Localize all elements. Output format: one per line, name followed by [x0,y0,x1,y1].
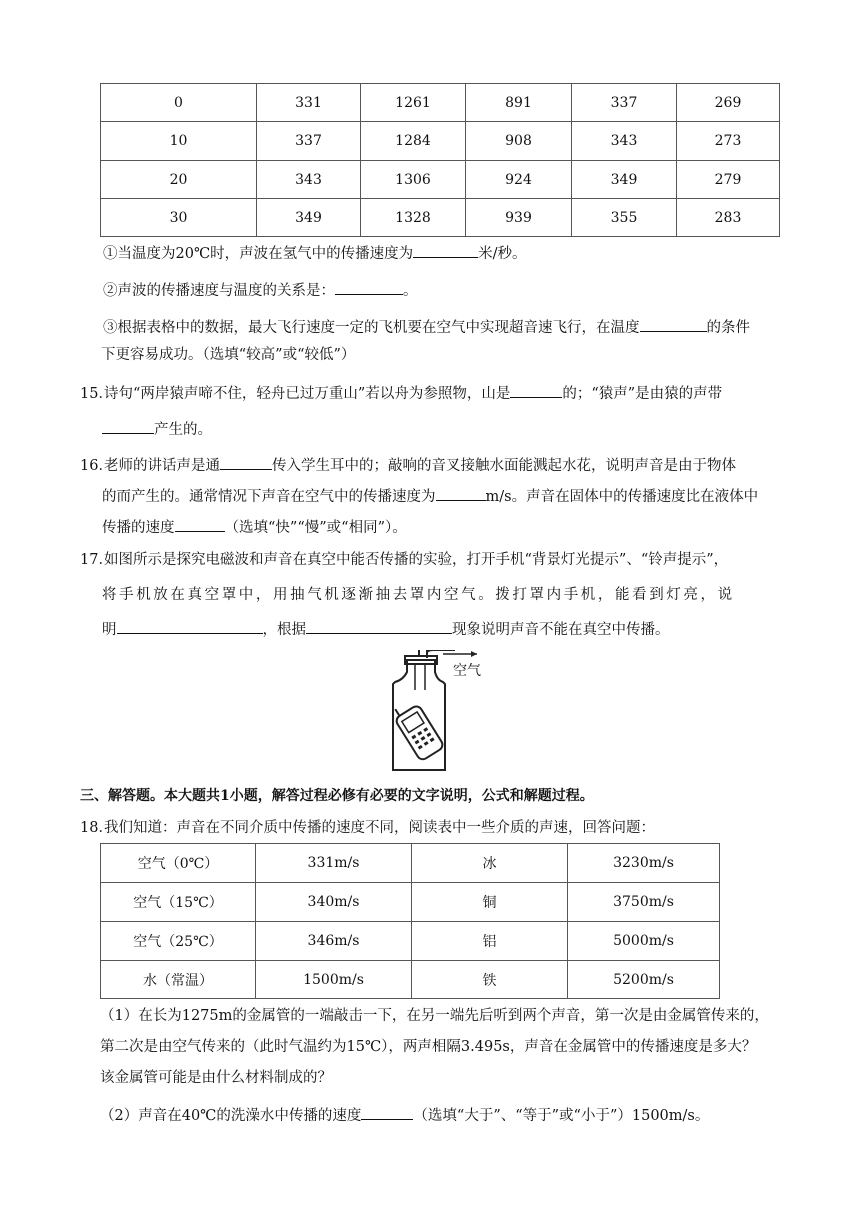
table-cell: 279 [677,161,780,199]
table-row [101,84,780,122]
q17-line-2: 将手机放在真空罩中，用抽气机逐渐抽去罩内空气。拨打罩内手机，能看到灯亮，说 [102,587,735,603]
q16-text-c: 的而产生的。通常情况下声音在空气中的传播速度为 [102,489,436,505]
question-number: 17． [80,552,113,568]
q14-item-2 [103,279,418,301]
q16-text-d: m/s。声音在固体中的传播速度比在液体中 [485,489,759,505]
answer-blank[interactable] [361,1104,413,1120]
answer-blank[interactable] [117,618,263,634]
q18-part-2 [100,1104,709,1126]
q18-part-2-text: （2）声音在40℃的洗澡水中传播的速度 [100,1108,362,1124]
question-number: 16． [80,458,113,474]
table-cell: 铜 [412,883,568,922]
table-cell: 20 [101,161,257,199]
answer-blank[interactable] [510,382,562,398]
table-cell: 水（常温） [101,961,256,999]
question-number: 15． [80,386,113,402]
table-cell: 空气（25℃） [101,922,256,961]
table-cell: 5200m/s [568,961,720,999]
q16-line-3 [102,516,407,538]
q14-item-3-cont: 下更容易成功。（选填“较高”或“较低”） [101,347,356,363]
table-cell: 30 [101,199,257,237]
q14-item-2-end: 。 [403,283,418,299]
table-cell: 1328 [361,199,466,237]
table-cell: 0 [101,84,257,122]
table-row [101,961,720,999]
table-cell: 1306 [361,161,466,199]
q17-text-b: 明 [102,622,117,638]
q15-line-1 [80,382,722,404]
table-cell: 空气（0℃） [101,844,256,883]
speed-temperature-table [100,83,780,237]
q16-text: 老师的讲话声是通 [104,458,220,474]
answer-blank[interactable] [413,242,478,258]
q15-text: 诗句“两岸猿声啼不住，轻舟已过万重山”若以舟为参照物，山是 [104,386,511,402]
q17-text-d: 现象说明声音不能在真空中传播。 [452,622,670,638]
q14-item-1 [103,242,527,264]
table-cell: 349 [572,161,677,199]
q18-part-1-line-2: 第二次是由空气传来的（此时气温约为15℃），两声相隔3.495s，声音在金属管中的传播速度是多大？ [100,1039,757,1055]
table-cell: 939 [466,199,572,237]
q18-intro [80,818,655,838]
figure-label-air: 空气 [453,663,481,679]
answer-blank[interactable] [640,316,707,332]
q15-text-c: 产生的。 [154,422,212,438]
q15-line-2 [102,418,212,440]
table-cell: 924 [466,161,572,199]
table-row [101,161,780,199]
table-cell: 331 [257,84,361,122]
q16-text-e: 传播的速度 [102,520,175,536]
table-row [101,883,720,922]
q14-item-1-unit: 米/秒。 [478,246,527,262]
table-cell: 891 [466,84,572,122]
q17-text-c: ，根据 [262,622,306,638]
table-cell: 10 [101,122,257,161]
answer-blank[interactable] [175,516,225,532]
q14-item-3-text: ③根据表格中的数据，最大飞行速度一定的飞机要在空气中实现超音速飞行，在温度 [103,320,640,336]
table-cell: 3230m/s [568,844,720,883]
table-row [101,122,780,161]
q18-part-1-line-3: 该金属管可能是由什么材料制成的？ [100,1070,332,1086]
table-cell: 346m/s [256,922,412,961]
answer-blank[interactable] [335,279,403,295]
table-row [101,844,720,883]
table-cell: 冰 [412,844,568,883]
q14-item-3-text-b: 的条件 [706,320,750,336]
table-cell: 355 [572,199,677,237]
answer-blank[interactable] [436,485,486,501]
q18-intro-text: 我们知道：声音在不同介质中传播的速度不同，阅读表中一些介质的声速，回答问题： [104,820,655,836]
table-cell: 5000m/s [568,922,720,961]
table-cell: 343 [257,161,361,199]
table-cell: 1261 [361,84,466,122]
table-cell: 331m/s [256,844,412,883]
q14-item-3 [103,316,750,338]
vacuum-jar-figure [385,650,495,775]
table-cell: 337 [572,84,677,122]
table-cell: 337 [257,122,361,161]
answer-blank[interactable] [220,454,272,470]
table-cell: 283 [677,199,780,237]
table-cell: 349 [257,199,361,237]
answer-blank[interactable] [306,618,452,634]
q17-line-3 [102,618,670,640]
section-3-heading: 三、解答题。本大题共1小题，解答过程必修有必要的文字说明，公式和解题过程。 [80,788,594,804]
q16-line-1 [80,454,736,476]
q15-text-b: 的；“猿声”是由猿的声带 [562,386,723,402]
table-row [101,199,780,237]
q18-part-2-text-b: （选填“大于”、“等于”或“小于”）1500m/s。 [413,1108,710,1124]
medium-speed-table [100,843,720,999]
table-cell: 空气（15℃） [101,883,256,922]
q16-text-f: （选填“快”“慢”或“相同”）。 [224,520,407,536]
table-cell: 铝 [412,922,568,961]
table-cell: 340m/s [256,883,412,922]
q18-part-1-line-1: （1）在长为1275m的金属管的一端敲击一下，在另一端先后听到两个声音，第一次是由金属管传来的， [100,1008,769,1024]
table-cell: 273 [677,122,780,161]
question-number: 18． [80,820,113,836]
table-cell: 3750m/s [568,883,720,922]
table-cell: 908 [466,122,572,161]
table-cell: 343 [572,122,677,161]
q16-line-2 [102,485,758,507]
q17-text: 如图所示是探究电磁波和声音在真空中能否传播的实验，打开手机“背景灯光提示”、“铃声提示”， [104,552,729,568]
q17-line-1 [80,550,728,570]
table-row [101,922,720,961]
q14-item-2-text: ②声波的传播速度与温度的关系是： [103,283,335,299]
table-cell: 269 [677,84,780,122]
answer-blank[interactable] [102,418,154,434]
q16-text-b: 传入学生耳中的；敲响的音叉接触水面能溅起水花，说明声音是由于物体 [272,458,736,474]
table-cell: 1284 [361,122,466,161]
table-cell: 铁 [412,961,568,999]
q14-item-1-text: ①当温度为20℃时，声波在氢气中的传播速度为 [103,246,414,262]
table-cell: 1500m/s [256,961,412,999]
